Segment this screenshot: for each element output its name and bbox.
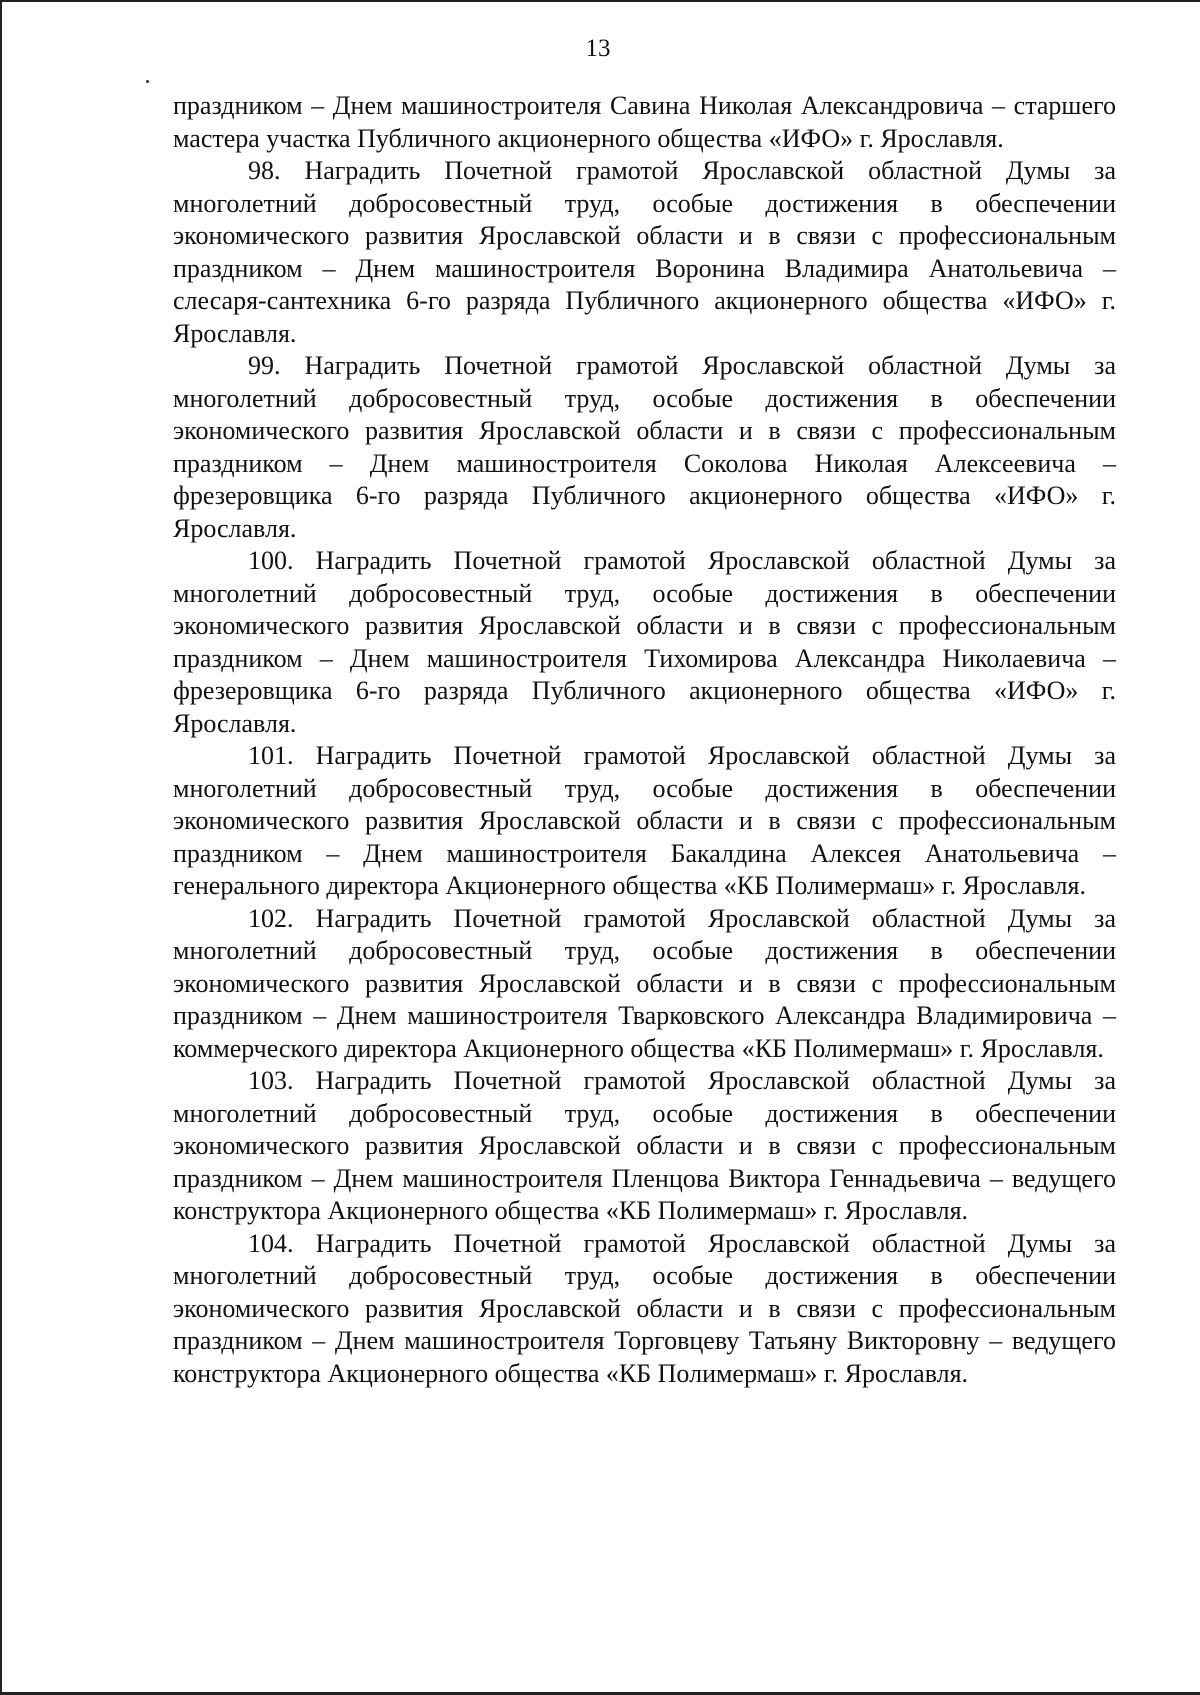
page-number: 13: [585, 35, 611, 62]
scan-border-top: [0, 0, 1200, 2]
paragraph-item-98: 98. Наградить Почетной грамотой Ярославской областной Думы за многолетний добросовестный труд, особые достижения в обеспечении экономического развития Ярославской области и в связи с профессиональным праздником – Днем машиностроителя Воронина Владимира Анатольевича – слесаря-сантехника 6-го разряда Публичного акционерного общества «ИФО» г. Ярославля.: [173, 156, 1116, 348]
scan-artifact-dot: [146, 80, 149, 83]
paragraph-continuation: праздником – Днем машиностроителя Савина Николая Александровича – старшего мастера участка Публичного акционерного общества «ИФО» г. Ярославля.: [173, 91, 1116, 153]
document-body: [173, 90, 1116, 1390]
paragraph-item-101: 101. Наградить Почетной грамотой Ярославской областной Думы за многолетний добросовестный труд, особые достижения в обеспечении экономического развития Ярославской области и в связи с профессиональным праздником – Днем машиностроителя Бакалдина Алексея Анатольевича – генерального директора Акционерного общества «КБ Полимермаш» г. Ярославля.: [173, 741, 1116, 900]
paragraph-item-100: 100. Наградить Почетной грамотой Ярославской областной Думы за многолетний добросовестный труд, особые достижения в обеспечении экономического развития Ярославской области и в связи с профессиональным праздником – Днем машиностроителя Тихомирова Александра Николаевича – фрезеровщика 6-го разряда Публичного акционерного общества «ИФО» г. Ярославля.: [173, 546, 1116, 738]
paragraph-item-103: 103. Наградить Почетной грамотой Ярославской областной Думы за многолетний добросовестный труд, особые достижения в обеспечении экономического развития Ярославской области и в связи с профессиональным праздником – Днем машиностроителя Пленцова Виктора Геннадьевича – ведущего конструктора Акционерного общества «КБ Полимермаш» г. Ярославля.: [173, 1066, 1116, 1225]
paragraph-item-99: 99. Наградить Почетной грамотой Ярославской областной Думы за многолетний добросовестный труд, особые достижения в обеспечении экономического развития Ярославской области и в связи с профессиональным праздником – Днем машиностроителя Соколова Николая Алексеевича – фрезеровщика 6-го разряда Публичного акционерного общества «ИФО» г. Ярославля.: [173, 351, 1116, 543]
paragraph-item-102: 102. Наградить Почетной грамотой Ярославской областной Думы за многолетний добросовестный труд, особые достижения в обеспечении экономического развития Ярославской области и в связи с профессиональным праздником – Днем машиностроителя Тварковского Александра Владимировича – коммерческого директора Акционерного общества «КБ Полимермаш» г. Ярославля.: [173, 903, 1116, 1063]
paragraph-item-104: 104. Наградить Почетной грамотой Ярославской областной Думы за многолетний добросовестный труд, особые достижения в обеспечении экономического развития Ярославской области и в связи с профессиональным праздником – Днем машиностроителя Торговцеву Татьяну Викторовну – ведущего конструктора Акционерного общества «КБ Полимермаш» г. Ярославля.: [173, 1228, 1116, 1388]
scan-border-left: [0, 0, 2, 1695]
